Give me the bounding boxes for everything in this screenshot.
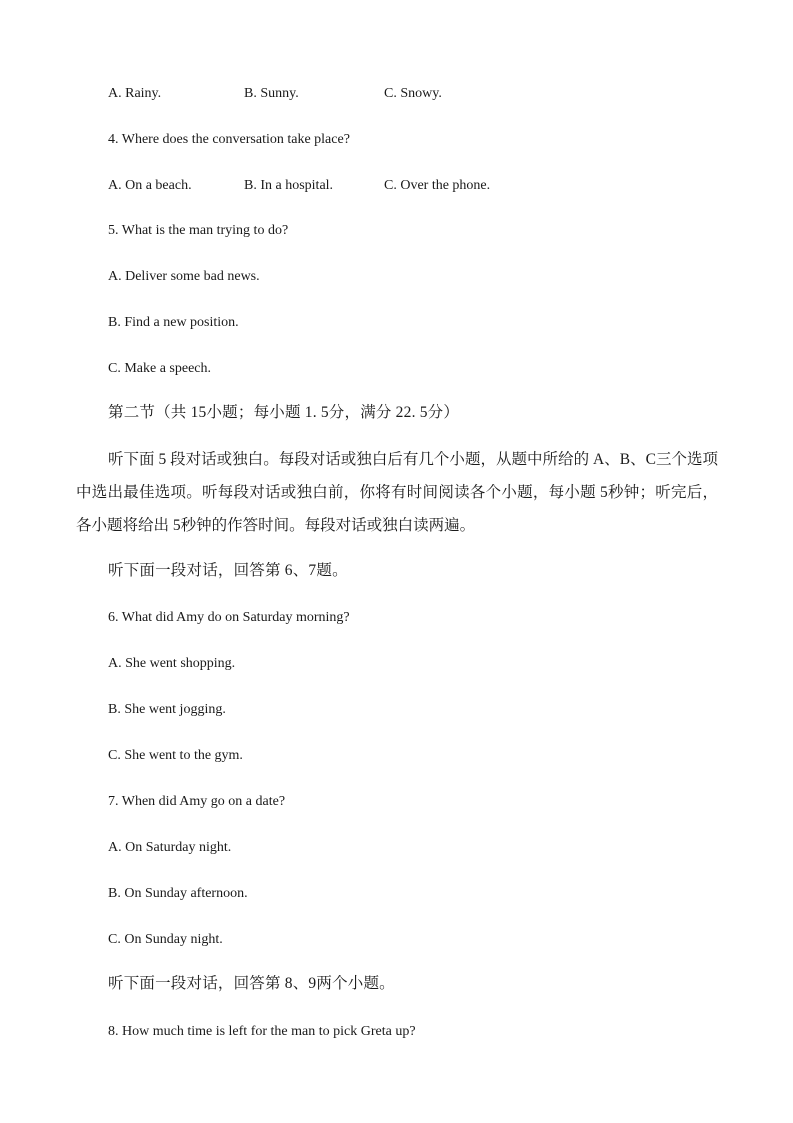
q5-option-a: A. Deliver some bad news. <box>108 269 260 284</box>
q6-question: 6. What did Amy do on Saturday morning? <box>108 610 350 625</box>
section2-instructions: 听下面 5 段对话或独白。每段对话或独白后有几个小题，从题中所给的 A、B、C三个选项中选出最佳选项。听每段对话或独白前，你将有时间阅读各个小题，每小题 5秒钟；听完后，各小题将给出 5秒钟的作答时间。每段对话或独白读两遍。 <box>76 451 718 534</box>
q8-question: 8. How much time is left for the man to pick Greta up? <box>108 1024 416 1039</box>
q3-option-b: B. Sunny. <box>244 86 299 101</box>
section2-heading: 第二节（共 15小题；每小题 1. 5分，满分 22. 5分） <box>108 404 460 421</box>
q5-question: 5. What is the man trying to do? <box>108 223 289 238</box>
q5-option-b: B. Find a new position. <box>108 315 239 330</box>
q7-option-c: C. On Sunday night. <box>108 932 223 947</box>
q4-option-c: C. Over the phone. <box>384 178 491 193</box>
q6-option-c: C. She went to the gym. <box>108 748 243 763</box>
q5-option-c: C. Make a speech. <box>108 361 212 376</box>
q4-question: 4. Where does the conversation take place? <box>108 132 350 147</box>
q7-option-b: B. On Sunday afternoon. <box>108 886 248 901</box>
dialog-6-7-intro: 听下面一段对话，回答第 6、7题。 <box>108 562 348 579</box>
q3-option-a: A. Rainy. <box>108 86 162 101</box>
q7-option-a: A. On Saturday night. <box>108 840 232 855</box>
dialog-8-9-intro: 听下面一段对话，回答第 8、9两个小题。 <box>108 975 395 992</box>
q3-option-c: C. Snowy. <box>384 86 442 101</box>
q4-option-b: B. In a hospital. <box>244 178 334 193</box>
q6-option-a: A. She went shopping. <box>108 656 236 671</box>
q7-question: 7. When did Amy go on a date? <box>108 794 286 809</box>
q6-option-b: B. She went jogging. <box>108 702 226 717</box>
q4-option-a: A. On a beach. <box>108 178 192 193</box>
